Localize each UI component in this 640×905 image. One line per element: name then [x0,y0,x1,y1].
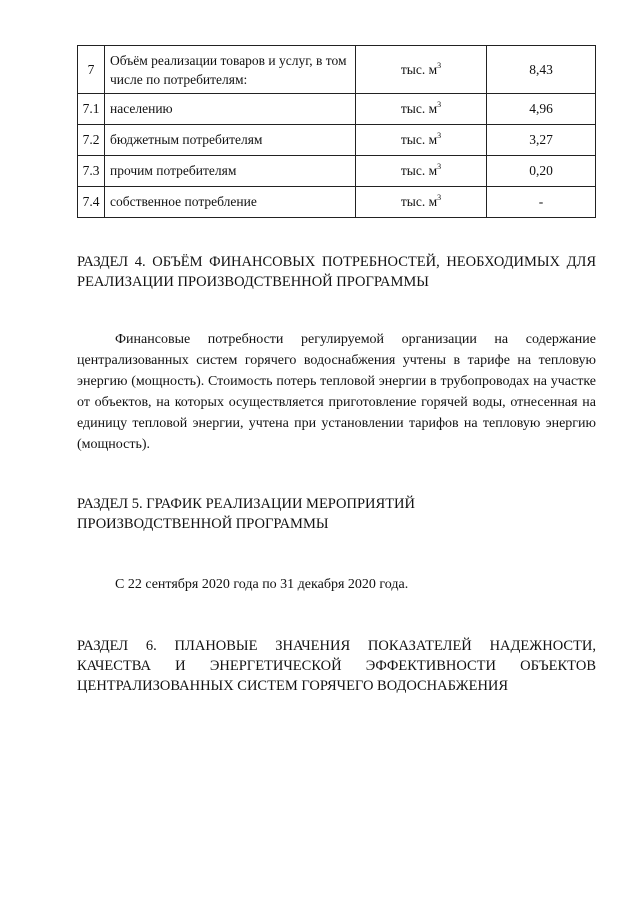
row-number: 7.4 [78,187,105,218]
row-unit: тыс. $м^3$ [356,156,487,187]
row-number: 7.1 [78,94,105,125]
section-5-heading-line-2: ПРОИЗВОДСТВЕННОЙ ПРОГРАММЫ [77,516,329,532]
section-5-heading [77,494,596,534]
row-value: 3,27 [487,125,596,156]
row-number: 7.2 [78,125,105,156]
row-name: бюджетным потребителям [105,125,356,156]
sales-volume-table [77,45,596,218]
row-value: 8,43 [487,46,596,94]
row-name: собственное потребление [105,187,356,218]
row-name: Объём реализации товаров и услуг, в том числе по потребителям: [105,46,356,94]
row-value: - [487,187,596,218]
row-unit: тыс. $м^3$ [356,94,487,125]
section-5-heading-line-1: РАЗДЕЛ 5. ГРАФИК РЕАЛИЗАЦИИ МЕРОПРИЯТИЙ [77,496,416,512]
row-value: 4,96 [487,94,596,125]
row-name: прочим потребителям [105,156,356,187]
row-number: 7.3 [78,156,105,187]
row-unit: тыс. $м^3$ [356,187,487,218]
row-number: 7 [78,46,105,94]
table-row [78,46,596,94]
table-row [78,187,596,218]
table-row [78,94,596,125]
row-value: 0,20 [487,156,596,187]
row-unit: тыс. $м^3$ [356,46,487,94]
table-row [78,125,596,156]
row-unit: тыс. $м^3$ [356,125,487,156]
section-4-text: Финансовые потребности регулируемой организации на содержание централизованных систем горячего водоснабжения учтены в тарифе на тепловую энергию (мощность). Стоимость потерь тепловой энергии в трубопроводах на участке от объектов, на которых осуществляется приготовление горячей воды, отнесенная на единицу тепловой энергии, учтена при установлении тарифов на тепловую энергию (мощность). [77,332,596,452]
section-4-heading: РАЗДЕЛ 4. ОБЪЁМ ФИНАНСОВЫХ ПОТРЕБНОСТЕЙ, НЕОБХОДИМЫХ ДЛЯ РЕАЛИЗАЦИИ ПРОИЗВОДСТВЕННОЙ ПРОГРАММЫ [77,254,596,290]
row-name: населению [105,94,356,125]
table-row [78,156,596,187]
section-6-heading: РАЗДЕЛ 6. ПЛАНОВЫЕ ЗНАЧЕНИЯ ПОКАЗАТЕЛЕЙ НАДЕЖНОСТИ, КАЧЕСТВА И ЭНЕРГЕТИЧЕСКОЙ ЭФФЕКТИВНОСТИ ОБЪЕКТОВ ЦЕНТРАЛИЗОВАННЫХ СИСТЕМ ГОРЯЧЕГО ВОДОСНАБЖЕНИЯ [77,638,596,694]
section-5-text: С 22 сентября 2020 года по 31 декабря 2020 года. [115,577,409,592]
